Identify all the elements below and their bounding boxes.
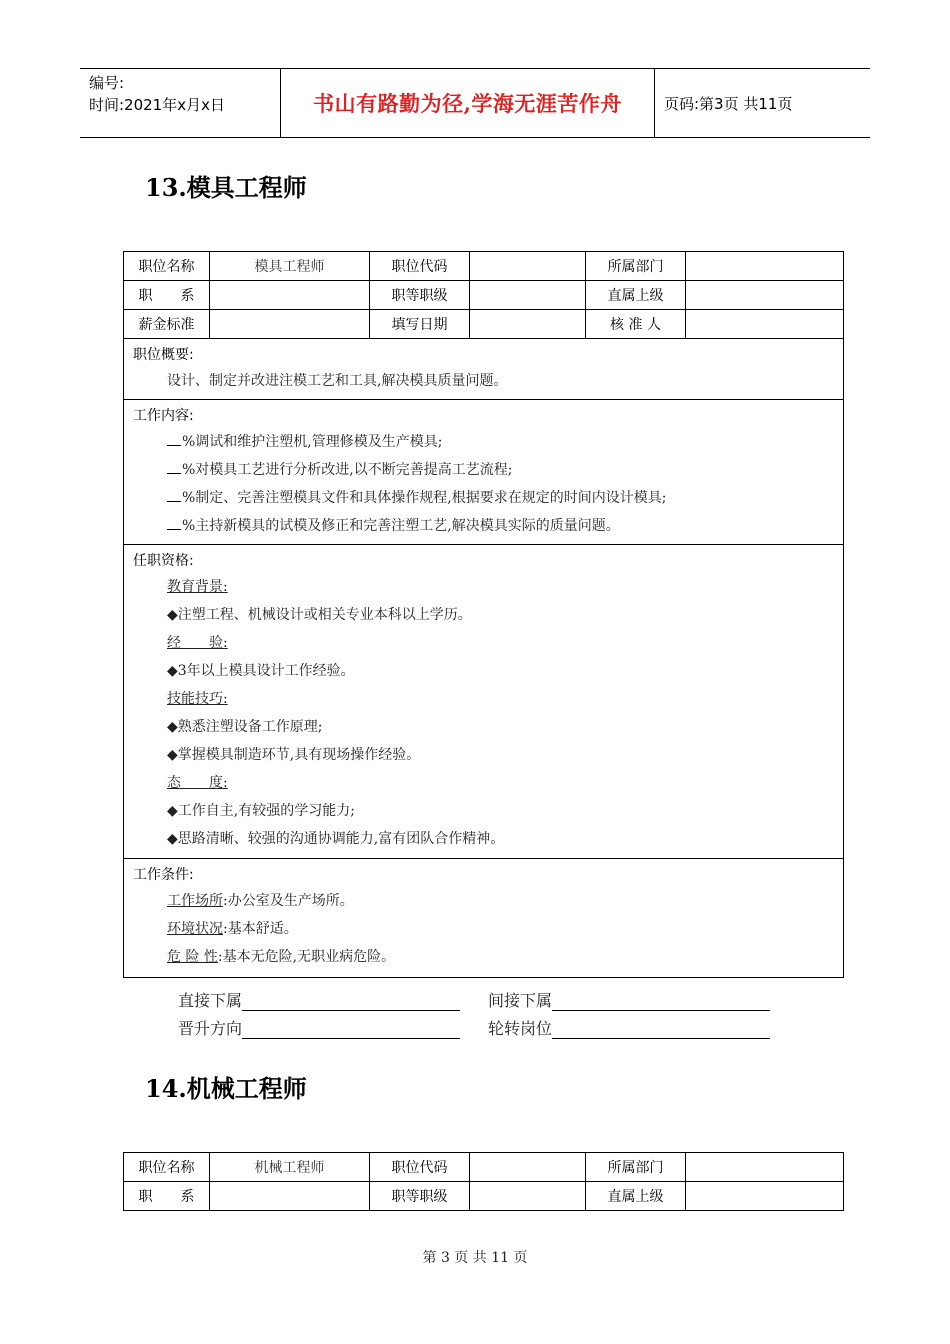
section-title: 14.机械工程师: [145, 1074, 307, 1103]
doc-number-label: 编号:: [89, 74, 125, 92]
overview-title: 职位概要:: [133, 347, 194, 363]
blank-mark: [167, 487, 181, 502]
list-item: ◆掌握模具制造环节,具有现场操作经验。: [167, 747, 421, 763]
header-page-cell: [655, 69, 870, 137]
table-cell: 直属上级: [586, 1182, 686, 1211]
list-item: %对模具工艺进行分析改进,以不断完善提高工艺流程;: [133, 456, 833, 484]
list-item: ◆工作自主,有较强的学习能力;: [167, 803, 355, 819]
table-row: [124, 310, 844, 339]
table-row: [124, 281, 844, 310]
rotation-field: [488, 1016, 770, 1039]
table-cell: [686, 252, 844, 281]
table-cell: [470, 1182, 586, 1211]
blank-mark: [167, 515, 181, 530]
table-cell: 薪金标准: [124, 310, 210, 339]
section-title: 13.模具工程师: [145, 173, 307, 202]
blank-mark: [167, 459, 181, 474]
list-item: 环境状况:基本舒适。: [167, 921, 298, 937]
table-cell: 所属部门: [586, 1153, 686, 1182]
job-description-table: [123, 1152, 844, 1211]
table-cell: 职位名称: [124, 252, 210, 281]
content-row: [124, 400, 844, 545]
table-cell: [686, 1153, 844, 1182]
list-item: ◆思路清晰、较强的沟通协调能力,富有团队合作精神。: [167, 831, 505, 847]
table-cell: [686, 281, 844, 310]
table-cell: 职 系: [124, 1182, 210, 1211]
qualification-block: [124, 545, 844, 859]
overview-row: [124, 339, 844, 400]
table-cell: 职位名称: [124, 1153, 210, 1182]
overview-text: 设计、制定并改进注模工艺和工具,解决模具质量问题。: [167, 373, 508, 389]
list-item: ◆熟悉注塑设备工作原理;: [167, 719, 323, 735]
table-cell: [686, 1182, 844, 1211]
list-item: %制定、完善注塑模具文件和具体操作规程,根据要求在规定的时间内设计模具;: [133, 484, 833, 512]
table-cell: 所属部门: [586, 252, 686, 281]
content-title: 工作内容:: [133, 408, 194, 424]
table-cell: 职位代码: [370, 252, 470, 281]
header-meta: [80, 69, 281, 137]
page-footer: 第 3 页 共 11 页: [422, 1250, 528, 1266]
table-row: [124, 252, 844, 281]
table-row: [124, 1182, 844, 1211]
table-cell: [470, 1153, 586, 1182]
table-cell: [686, 310, 844, 339]
promotion-field: [178, 1016, 460, 1039]
list-item: %调试和维护注塑机,管理修模及生产模具;: [133, 428, 833, 456]
table-cell: 填写日期: [370, 310, 470, 339]
table-cell: 职等职级: [370, 281, 470, 310]
indirect-subordinate-field: [488, 988, 770, 1011]
qualification-row: [124, 545, 844, 859]
page-header: [80, 68, 870, 138]
table-cell: [210, 281, 370, 310]
list-item: 工作场所:办公室及生产场所。: [167, 893, 354, 909]
conditions-row: [124, 859, 844, 978]
skills-label: 技能技巧:: [167, 691, 228, 707]
table-cell: 模具工程师: [210, 252, 370, 281]
doc-time-label: 时间:2021年x月x日: [89, 96, 225, 114]
conditions-block: [124, 859, 844, 978]
table-cell: 核 准 人: [586, 310, 686, 339]
list-item: ◆注塑工程、机械设计或相关专业本科以上学历。: [167, 607, 472, 623]
conditions-title: 工作条件:: [133, 867, 194, 883]
overview-block: [124, 339, 844, 400]
table-row: [124, 1153, 844, 1182]
table-cell: [210, 1182, 370, 1211]
experience-label: 经 验:: [167, 635, 228, 651]
indirect-subordinate-label: 间接下属: [488, 991, 553, 1010]
list-item: 危 险 性:基本无危险,无职业病危险。: [167, 949, 396, 965]
table-cell: 直属上级: [586, 281, 686, 310]
table-cell: [210, 310, 370, 339]
table-cell: 职 系: [124, 281, 210, 310]
table-cell: [470, 252, 586, 281]
content-block: [124, 400, 844, 545]
header-motto: 书山有路勤为径,学海无涯苦作舟: [313, 91, 622, 116]
rotation-label: 轮转岗位: [488, 1019, 553, 1038]
table-cell: 机械工程师: [210, 1153, 370, 1182]
table-cell: 职位代码: [370, 1153, 470, 1182]
table-cell: 职等职级: [370, 1182, 470, 1211]
list-item: ◆3年以上模具设计工作经验。: [167, 663, 355, 679]
direct-subordinate-field: [178, 988, 460, 1011]
fill-line: [552, 992, 770, 1011]
direct-subordinate-label: 直接下属: [178, 991, 243, 1010]
education-label: 教育背景:: [167, 579, 228, 595]
qualification-title: 任职资格:: [133, 553, 194, 569]
fill-line: [242, 992, 460, 1011]
fill-line: [242, 1020, 460, 1039]
attitude-label: 态 度:: [167, 775, 228, 791]
header-page-label: 页码:第3页 共11页: [664, 94, 793, 113]
blank-mark: [167, 431, 181, 446]
table-cell: [470, 281, 586, 310]
list-item: %主持新模具的试模及修正和完善注塑工艺,解决模具实际的质量问题。: [133, 512, 833, 540]
table-cell: [470, 310, 586, 339]
job-description-table: [123, 251, 844, 978]
header-motto-cell: [281, 69, 655, 137]
promotion-label: 晋升方向: [178, 1019, 243, 1038]
fill-line: [552, 1020, 770, 1039]
